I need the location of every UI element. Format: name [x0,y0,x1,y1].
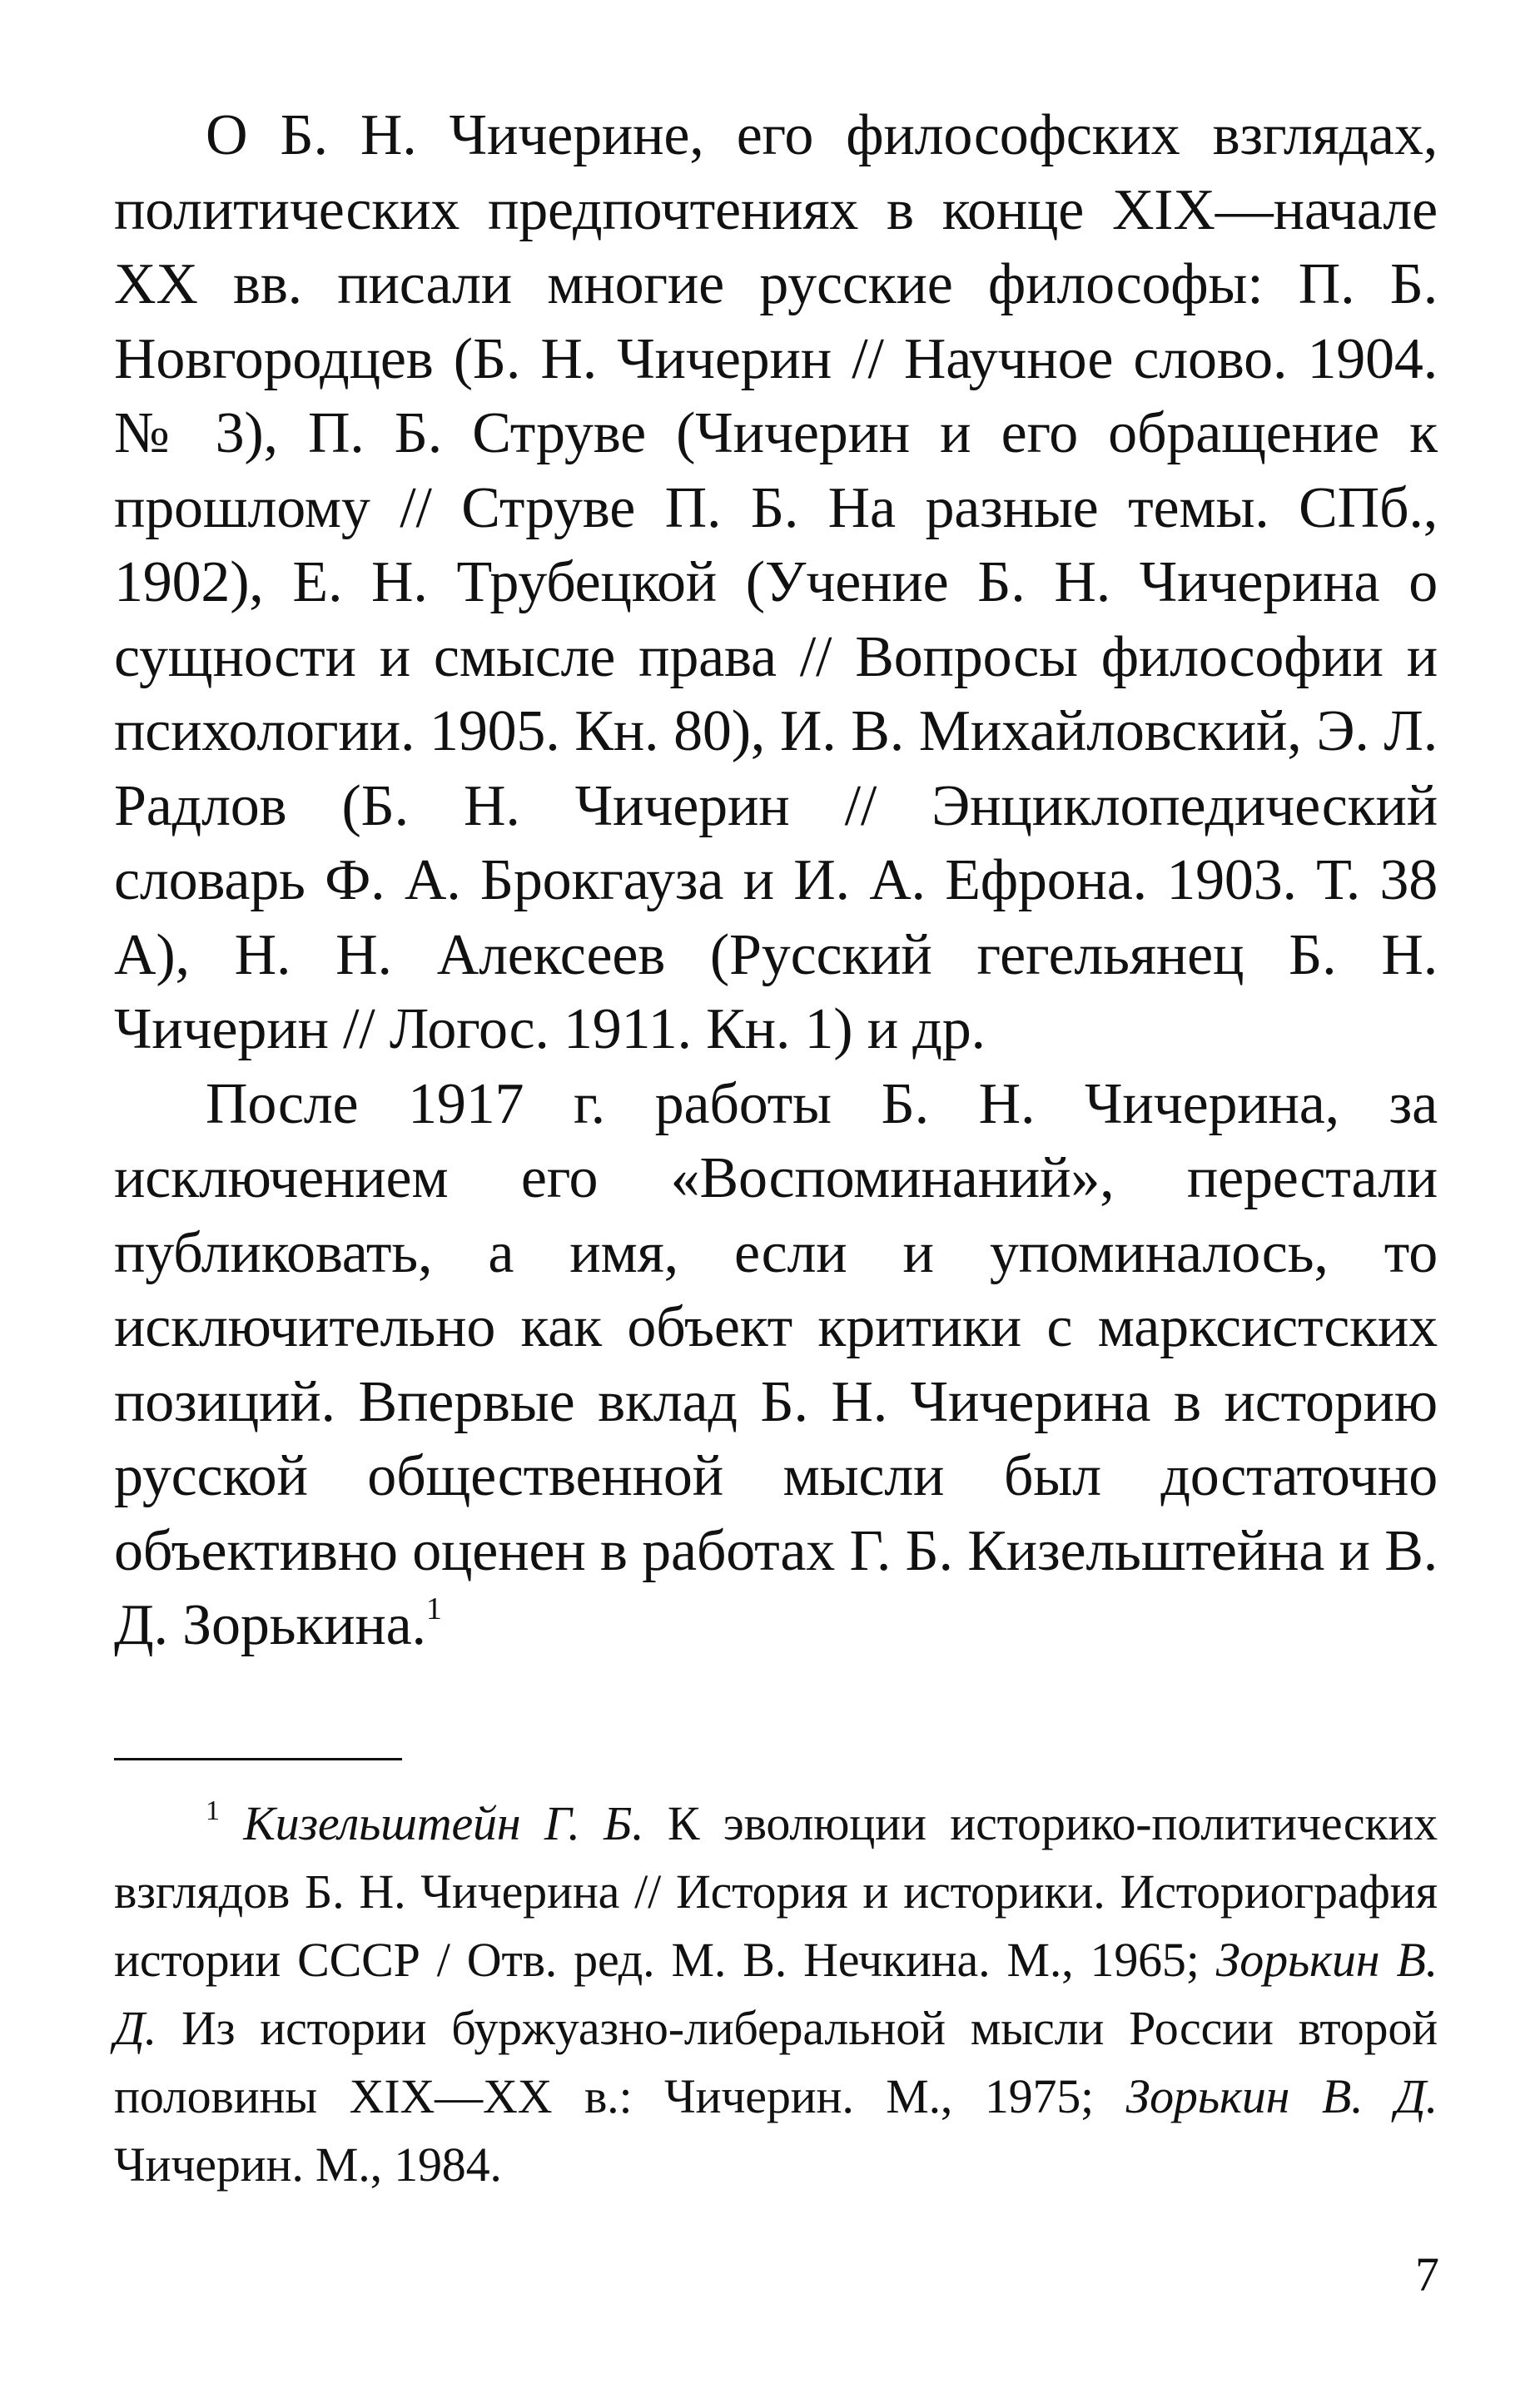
footnote-text-3: Чичерин. М., 1984. [114,2137,502,2192]
footnote-number: 1 [206,1795,220,1826]
paragraph-1: О Б. Н. Чичерине, его философских взглядах, политических предпочтениях в конце XIX—начале XX вв. писали многие русские философы: П. Б. Новгородцев (Б. Н. Чичерин // Научное слово. 1904. № 3), П. Б. Струве (Чичерин и его обращение к прошлому // Струве П. Б. На разные темы. СПб., 1902), Е. Н. Трубецкой (Учение Б. Н. Чичерина о сущности и смысле права // Вопросы философии и психологии. 1905. Кн. 80), И. В. Михайловский, Э. Л. Радлов (Б. Н. Чичерин // Энциклопедический словарь Ф. А. Брокгауза и И. А. Ефрона. 1903. Т. 38 А), Н. Н. Алексеев (Русский гегельянец Б. Н. Чичерин // Логос. 1911. Кн. 1) и др. [114,103,1438,1061]
paragraph-2 [114,1067,1438,1663]
footnote [114,1790,1438,2199]
footnote-author-2: Зорькин В. Д. [114,1933,1438,2055]
main-text-block [114,98,1438,1663]
footnote-reference-marker: 1 [425,1591,442,1626]
footnote-text-1: К эволюции историко-политических взглядов Б. Н. Чичерина // История и историки. Историография истории СССР / Отв. ред. М. В. Нечкина. М., 1965; [114,1796,1438,1987]
footnote-author-1: Кизельштейн Г. Б. [243,1796,644,1850]
footnote-text-2: Из истории буржуазно-либеральной мысли России второй половины XIX—XX в.: Чичерин. М., 1975; [114,2001,1438,2123]
footnote-divider [114,1758,402,1760]
paragraph-2-text: После 1917 г. работы Б. Н. Чичерина, за исключением его «Воспоминаний», перестали публиковать, а имя, если и упоминалось, то исключительно как объект критики с марксистских позиций. Впервые вклад Б. Н. Чичерина в историю русской общественной мысли был достаточно объективно оценен в работах Г. Б. Кизельштейна и В. Д. Зорькина. [114,1071,1438,1657]
page-number: 7 [1415,2247,1439,2301]
footnote-author-3: Зорькин В. Д. [1125,2069,1438,2123]
